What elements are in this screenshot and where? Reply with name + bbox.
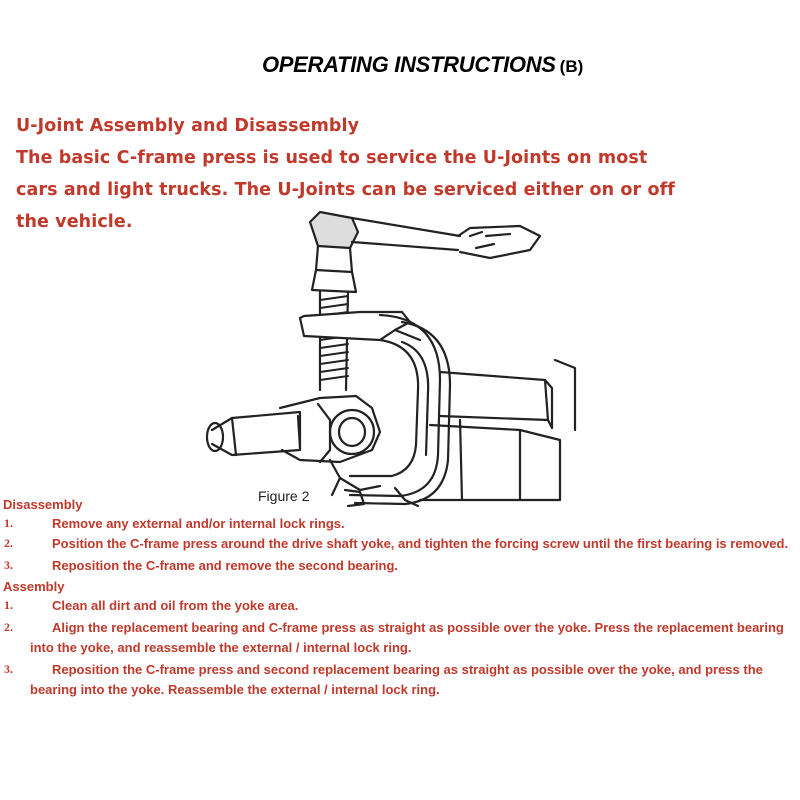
- list-item: [0, 556, 800, 576]
- intro-section: [16, 110, 676, 238]
- intro-line-2: cars and light trucks. The U-Joints can be serviced either on or off: [16, 180, 676, 200]
- list-item: [0, 534, 800, 554]
- list-item: [0, 596, 800, 616]
- list-item: [0, 660, 800, 699]
- step-number: 3.: [4, 558, 13, 572]
- step-text: Remove any external and/or internal lock rings.: [52, 516, 345, 531]
- step-number: 1.: [4, 597, 13, 612]
- list-item: [0, 514, 800, 534]
- step-text: Position the C-frame press around the drive shaft yoke, and tighten the forcing screw until the first bearing is removed.: [52, 535, 789, 551]
- step-text: Align the replacement bearing and C-frame press as straight as possible over the yoke. Press the replacement bearing into the yoke, and reassemble the external / internal lock ring.: [30, 620, 784, 655]
- step-text: Reposition the C-frame press and second replacement bearing as straight as possible over the yoke, and press the bearing into the yoke. Reassemble the external / internal lock ring.: [30, 662, 763, 697]
- assembly-heading: Assembly: [3, 578, 65, 594]
- disassembly-heading: Disassembly: [3, 497, 83, 512]
- step-text: Reposition the C-frame and remove the second bearing.: [52, 558, 399, 573]
- step-number: 2.: [4, 620, 13, 634]
- step-number: 2.: [4, 535, 13, 550]
- step-text: Clean all dirt and oil from the yoke area.: [52, 597, 299, 613]
- page-title: [262, 52, 682, 78]
- intro-heading: U-Joint Assembly and Disassembly: [16, 116, 360, 136]
- list-item: [0, 618, 800, 657]
- step-number: 1.: [4, 516, 13, 530]
- instructions: [0, 494, 800, 699]
- intro-line-1: The basic C-frame press is used to service the U-Joints on most: [16, 148, 648, 168]
- figure-caption: Figure 2: [258, 488, 310, 504]
- step-number: 3.: [4, 662, 13, 676]
- title-main: OPERATING INSTRUCTIONS: [262, 52, 556, 77]
- title-suffix: (B): [559, 57, 584, 76]
- intro-line-3: the vehicle.: [16, 212, 133, 232]
